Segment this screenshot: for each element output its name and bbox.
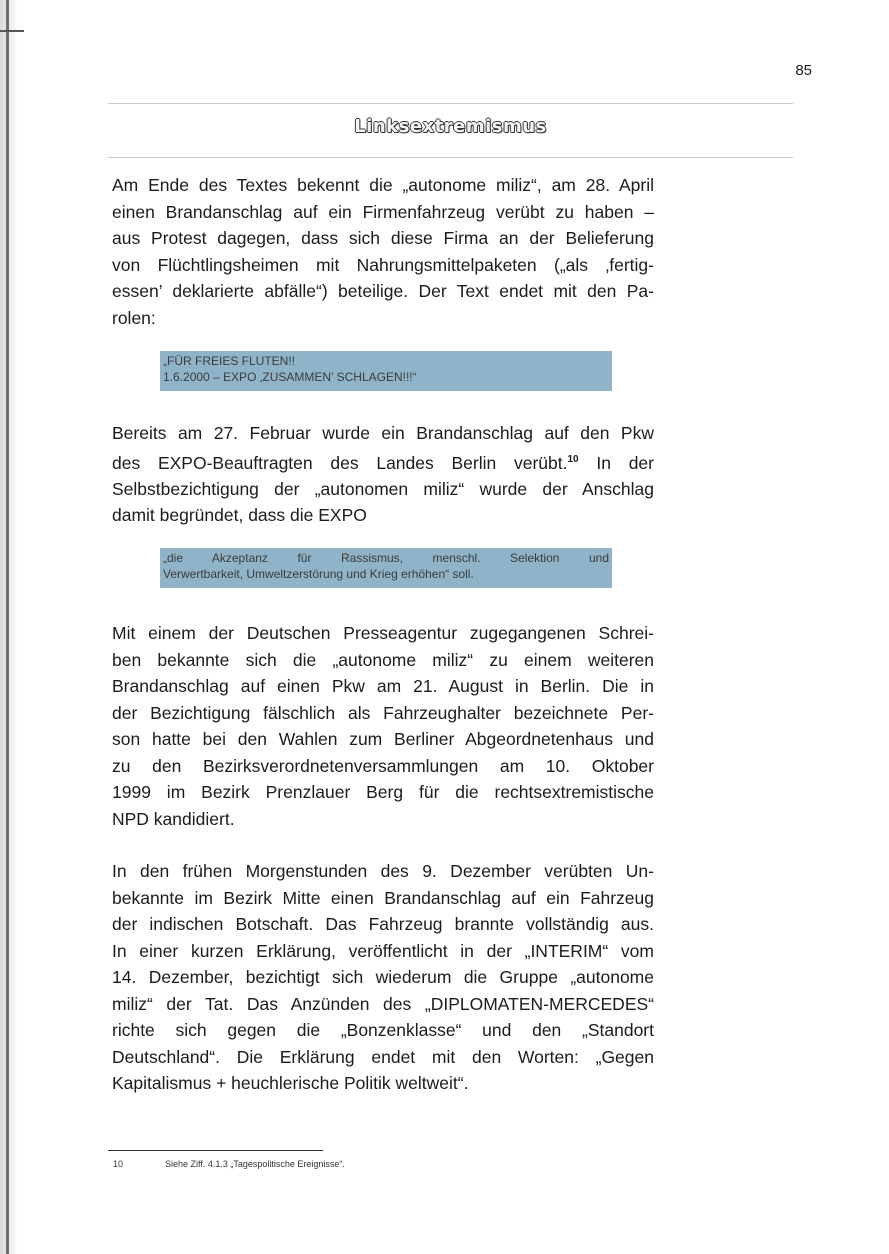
paragraph-2 xyxy=(112,420,654,529)
text-line: Selbstbezichtigung der „autonomen miliz“ wurde der Anschlag xyxy=(112,478,654,499)
quote-line: „FÜR FREIES FLUTEN!! xyxy=(163,354,296,368)
text-line: miliz“ der Tat. Das Anzünden des „DIPLOMATEN-MERCEDES“ xyxy=(112,993,654,1014)
text-line: Deutschland“. Die Erklärung endet mit den Worten: „Gegen xyxy=(112,1046,654,1067)
quote-line: „die Akzeptanz für Rassismus, menschl. Selektion und xyxy=(163,551,609,565)
text-line: In den frühen Morgenstunden des 9. Dezember verübten Un- xyxy=(112,861,654,881)
footnote-rule xyxy=(108,1150,323,1151)
text-line-with-footnote xyxy=(112,447,654,476)
text-line: Brandanschlag auf einen Pkw am 21. August in Berlin. Die in xyxy=(112,676,654,696)
quote-box-slogan xyxy=(160,351,612,391)
text-line: NPD kandidiert. xyxy=(112,808,235,829)
quote-box-citation xyxy=(160,548,612,588)
text-line: rolen: xyxy=(112,307,156,328)
footnote-number: 10 xyxy=(113,1159,124,1169)
header-rule-bottom xyxy=(108,157,793,158)
quote-line: Verwertbarkeit, Umweltzerstörung und Krieg erhöhen“ soll. xyxy=(163,567,474,581)
text-line: Bereits am 27. Februar wurde ein Brandanschlag auf den Pkw xyxy=(112,423,654,443)
text-line: ben bekannte sich die „autonome miliz“ zu einem weiteren xyxy=(112,649,654,670)
header-rule-top xyxy=(108,103,793,104)
text-line: Kapitalismus + heuchlerische Politik weltweit“. xyxy=(112,1073,469,1093)
footnote-reference: 10 xyxy=(567,453,579,465)
text-line: bekannte im Bezirk Mitte einen Brandanschlag auf ein Fahrzeug xyxy=(112,887,654,908)
binding-mark xyxy=(0,30,24,32)
text-line: 14. Dezember, bezichtigt sich wiederum die Gruppe „autonome xyxy=(112,967,654,987)
section-title: Linksextremismus xyxy=(354,116,547,137)
text-line: der Bezichtigung fälschlich als Fahrzeughalter bezeichnete Per- xyxy=(112,702,654,723)
text-line: Mit einem der Deutschen Presseagentur zugegangenen Schrei- xyxy=(112,623,654,643)
footnote xyxy=(113,1159,345,1169)
text-line: richte sich gegen die „Bonzenklasse“ und den „Standort xyxy=(112,1020,654,1040)
text-line: von Flüchtlingsheimen mit Nahrungsmittelpaketen („als ‚fertig- xyxy=(112,254,654,275)
page-number: 85 xyxy=(795,62,812,79)
text-line: essen’ deklarierte abfälle“) beteilige. Der Text endet mit den Pa- xyxy=(112,281,654,301)
text-segment: In der xyxy=(578,452,654,473)
text-line: damit begründet, dass die EXPO xyxy=(112,505,367,526)
text-line: son hatte bei den Wahlen zum Berliner Abgeordnetenhaus und xyxy=(112,729,654,749)
text-line: der indischen Botschaft. Das Fahrzeug brannte vollständig aus. xyxy=(112,914,654,934)
text-segment: des EXPO-Beauftragten des Landes Berlin verübt. xyxy=(112,452,568,473)
paragraph-1 xyxy=(112,172,654,331)
text-line: In einer kurzen Erklärung, veröffentlicht in der „INTERIM“ vom xyxy=(112,940,654,961)
text-line: Am Ende des Textes bekennt die „autonome miliz“, am 28. April xyxy=(112,175,654,195)
binding-shadow xyxy=(0,0,18,1254)
paragraph-3 xyxy=(112,620,654,832)
text-line: 1999 im Bezirk Prenzlauer Berg für die rechtsextremistische xyxy=(112,782,654,802)
text-line: einen Brandanschlag auf ein Firmenfahrzeug verübt zu haben – xyxy=(112,201,654,222)
text-line: aus Protest dagegen, dass sich diese Firma an der Belieferung xyxy=(112,228,654,248)
paragraph-4 xyxy=(112,858,654,1097)
binding-edge xyxy=(6,0,9,1254)
quote-line: 1.6.2000 – EXPO ‚ZUSAMMEN’ SCHLAGEN!!!“ xyxy=(163,370,417,384)
text-line: zu den Bezirksverordnetenversammlungen am 10. Oktober xyxy=(112,755,654,776)
footnote-text: Siehe Ziff. 4.1.3 „Tagespolitische Ereignisse“. xyxy=(165,1159,345,1169)
